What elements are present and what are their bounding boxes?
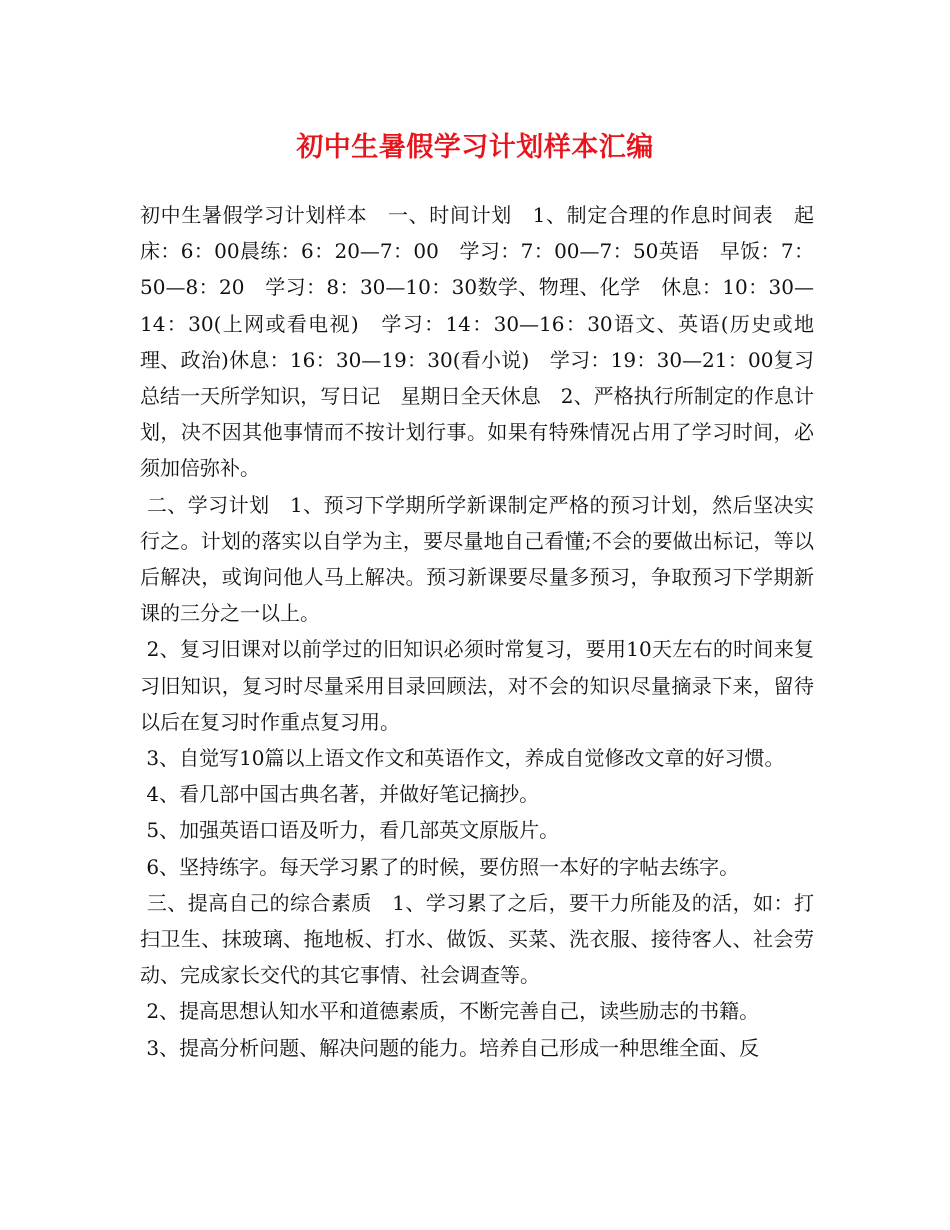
paragraph-problem-solving: 3、提高分析问题、解决问题的能力。培养自己形成一种思维全面、反	[140, 1035, 760, 1060]
paragraph-overall-quality: 三、提高自己的综合素质 1、学习累了之后，要干力所能及的活，如：打扫卫生、抹玻璃、拖地板、打水、做饭、买菜、洗衣服、接待客人、社会劳动、完成家长交代的其它事情、社会调查等。	[140, 890, 814, 988]
paragraph-writing-compositions: 3、自觉写10篇以上语文作文和英语作文，养成自觉修改文章的好习惯。	[140, 746, 785, 771]
document-body	[140, 197, 814, 1066]
paragraph-study-plan: 二、学习计划 1、预习下学期所学新课制定严格的预习计划，然后坚决实行之。计划的落实以自学为主，要尽量地自己看懂;不会的要做出标记，等以后解决，或询问他人马上解决。预习新课要尽量多预习，争取预习下学期新课的三分之一以上。	[140, 492, 814, 626]
paragraph-calligraphy: 6、坚持练字。每天学习累了的时候，要仿照一本好的字帖去练字。	[140, 854, 740, 879]
document-title: 初中生暑假学习计划样本汇编	[296, 132, 654, 163]
paragraph-moral-quality: 2、提高思想认知水平和道德素质，不断完善自己，读些励志的书籍。	[140, 999, 760, 1024]
paragraph-time-plan: 初中生暑假学习计划样本 一、时间计划 1、制定合理的作息时间表 起床：6：00晨练：6：20—7：00 学习：7：00—7：50英语 早饭：7：50—8：20 学习：8：30—10：30数学、物理、化学 休息：10：30—14：30(上网或看电视) 学习：14：30—16：30语文、英语(历史或地理、政治)休息：16：30—19：30(看小说) 学习：19：30—21：00复习总结一天所学知识，写日记 星期日全天休息 2、严格执行所制定的作息计划，决不因其他事情而不按计划行事。如果有特殊情况占用了学习时间，必须加倍弥补。	[140, 203, 814, 481]
paragraph-classic-novels: 4、看几部中国古典名著，并做好笔记摘抄。	[140, 782, 540, 807]
paragraph-review-old-lessons: 2、复习旧课对以前学过的旧知识必须时常复习，要用10天左右的时间来复习旧知识，复习时尽量采用目录回顾法，对不会的知识尽量摘录下来，留待以后在复习时作重点复习用。	[140, 637, 814, 734]
paragraph-english-listening: 5、加强英语口语及听力，看几部英文原版片。	[140, 818, 560, 843]
